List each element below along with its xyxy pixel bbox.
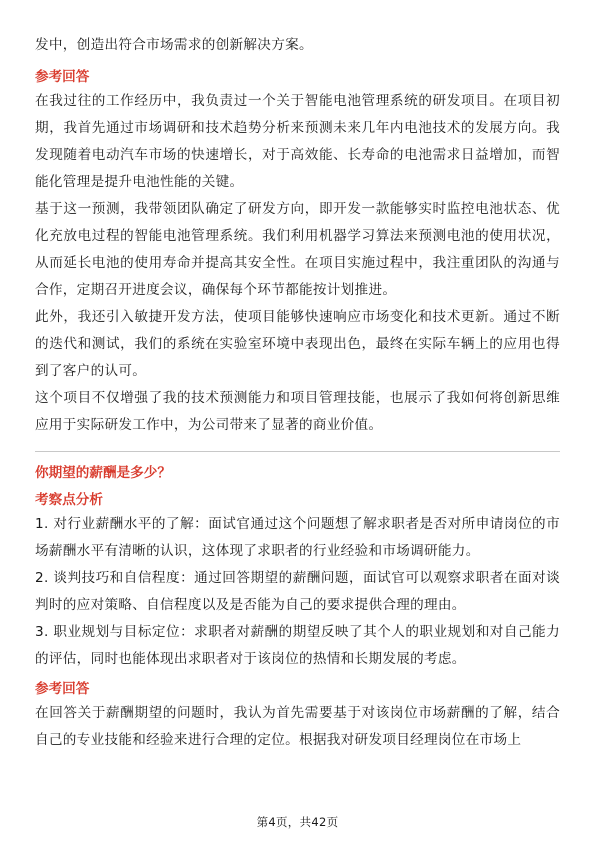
analysis-point: 3. 职业规划与目标定位：求职者对薪酬的期望反映了其个人的职业规划和对自己能力的评估，同时也能体现出求职者对于该岗位的热情和长期发展的考虑。 [35,624,560,667]
reference-answer-label: 参考回答 [35,69,90,85]
intro-tail-text: 发中，创造出符合市场需求的创新解决方案。 [35,37,313,53]
answer-paragraph: 这个项目不仅增强了我的技术预测能力和项目管理技能，也展示了我如何将创新思维应用于实际研发工作中，为公司带来了显著的商业价值。 [35,390,560,433]
answer-paragraph: 此外，我还引入敏捷开发方法，使项目能够快速响应市场变化和技术更新。通过不断的迭代和测试，我们的系统在实验室环境中表现出色，最终在实际车辆上的应用也得到了客户的认可。 [35,309,560,379]
question-title: 你期望的薪酬是多少？ [35,465,171,481]
page-content [35,32,560,754]
page-number-footer: 第4页，共42页 [256,815,339,829]
answer-paragraph: 基于这一预测，我带领团队确定了研发方向，即开发一款能够实时监控电池状态、优化充放电过程的智能电池管理系统。我们利用机器学习算法来预测电池的使用状况，从而延长电池的使用寿命并提高其安全性。在项目实施过程中，我注重团队的沟通与合作，定期召开进度会议，确保每个环节都能按计划推进。 [35,201,560,298]
analysis-label: 考察点分析 [35,492,103,508]
answer-paragraph: 在我过往的工作经历中，我负责过一个关于智能电池管理系统的研发项目。在项目初期，我首先通过市场调研和技术趋势分析来预测未来几年内电池技术的发展方向。我发现随着电动汽车市场的快速增长，对于高效能、长寿命的电池需求日益增加，而智能化管理是提升电池性能的关键。 [35,93,560,190]
analysis-point: 1. 对行业薪酬水平的了解：面试官通过这个问题想了解求职者是否对所申请岗位的市场薪酬水平有清晰的认识，这体现了求职者的行业经验和市场调研能力。 [35,516,560,559]
answer-paragraph: 在回答关于薪酬期望的问题时，我认为首先需要基于对该岗位市场薪酬的了解，结合自己的专业技能和经验来进行合理的定位。根据我对研发项目经理岗位在市场上 [35,705,560,748]
reference-answer-label: 参考回答 [35,681,90,697]
analysis-point: 2. 谈判技巧和自信程度：通过回答期望的薪酬问题，面试官可以观察求职者在面对谈判时的应对策略、自信程度以及是否能为自己的要求提供合理的理由。 [35,570,560,613]
section-divider [35,451,560,452]
